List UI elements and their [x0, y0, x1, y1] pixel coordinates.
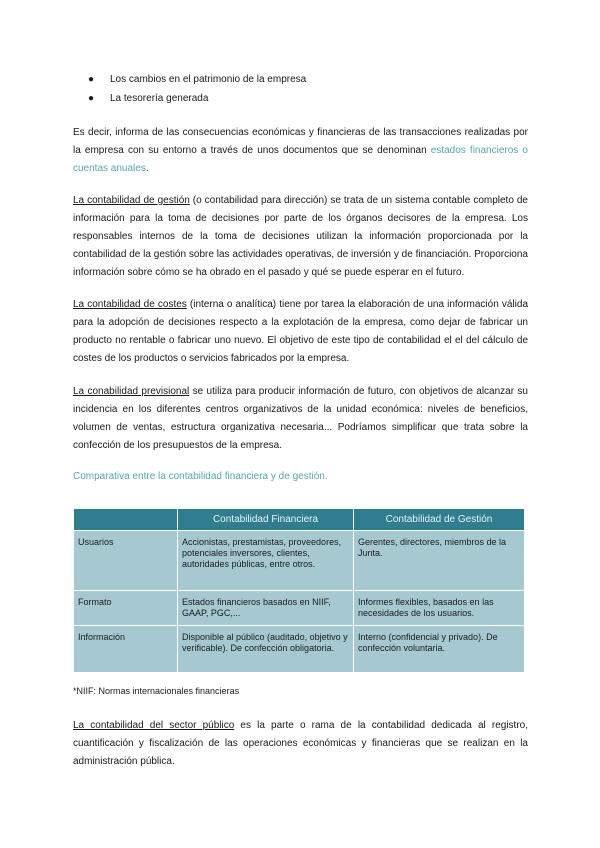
table-row-label: Información: [74, 626, 178, 673]
table-row: [74, 626, 525, 673]
table-cell: Informes flexibles, basados en las necesidades de los usuarios.: [354, 591, 525, 626]
comparison-table: [73, 508, 525, 673]
table-cell: Gerentes, directores, miembros de la Junta.: [354, 531, 525, 591]
paragraph-management-accounting: [73, 192, 528, 282]
table-cell: Interno (confidencial y privado). De confección voluntaria.: [354, 626, 525, 673]
paragraph-public-sector: [73, 717, 528, 771]
table-cell: Disponible al público (auditado, objetivo y verificable). De confección obligatoria.: [178, 626, 354, 673]
table-row: [74, 531, 525, 591]
paragraph-text: (o contabilidad para dirección) se trata de un sistema contable completo de información para la toma de decisiones por parte de los órganos decisores de la empresa. Los responsables internos de la toma de decisiones utilizan la información proporcionada por la contabilidad de la gestión sobre las actividades operativas, de inversión y de financiación. Proporciona información sobre cómo se ha obrado en el pasado y qué se puede esperar en el futuro.: [73, 195, 528, 278]
paragraph-text: Es decir, informa de las consecuencias económicas y financieras de las transacciones realizadas por la empresa con su entorno a través de unos documentos que se denominan: [73, 127, 528, 156]
bullet-icon: ●: [88, 74, 95, 85]
paragraph-cost-accounting: [73, 296, 528, 368]
paragraph-financial-info: [73, 124, 528, 178]
term-cost-accounting: La contabilidad de costes: [73, 299, 187, 310]
paragraph-end: .: [145, 163, 149, 174]
term-forecast-accounting: La conabilidad previsional: [73, 386, 190, 397]
paragraph-text: (interna o analítica) tiene por tarea la elaboración de una información válida para la adopción de decisiones respecto a la explotación de la empresa, como dejar de fabricar un producto no rentable o fabricar uno nuevo. El objetivo de este tipo de contabilidad el el del cálculo de costes de los productos o servicios fabricados por la empresa.: [73, 299, 529, 364]
list-item: [88, 89, 306, 108]
table-row: [74, 591, 525, 626]
term-public-sector: La contabilidad del sector público: [73, 720, 235, 731]
paragraph-text: es la parte o rama de la contabilidad dedicada al registro, cuantificación y fiscalización de las operaciones económicas y financieras que se realizan en la administración pública.: [73, 720, 528, 767]
table-header-empty: [74, 509, 178, 531]
table-row-label: Usuarios: [74, 531, 178, 591]
term-management-accounting: La contabilidad de gestión: [73, 195, 190, 206]
table-header-financial: Contabilidad Financiera: [178, 509, 354, 531]
table-row-label: Formato: [74, 591, 178, 626]
list-item-text: La tesorería generada: [110, 93, 209, 104]
paragraph-text: se utiliza para producir información de futuro, con objetivos de alcanzar su incidencia en los diferentes centros organizativos de la unidad económica: niveles de beneficios, volumen de ventas, estructura organizativa necesaria... Podríamos simplificar que trata sobre la confección de los presupuestos de la empresa.: [73, 386, 528, 451]
list-item: [88, 70, 306, 89]
table-cell: Estados financieros basados en NIIF, GAAP, PGC,...: [178, 591, 354, 626]
footnote: *NIIF: Normas internacionales financieras: [73, 686, 240, 696]
bullet-icon: ●: [88, 93, 95, 104]
table-header-management: Contabilidad de Gestión: [354, 509, 525, 531]
financial-statements-link[interactable]: estados financieros o cuentas anuales: [73, 145, 528, 174]
bullet-list: [88, 70, 306, 108]
table-header-row: [74, 509, 525, 531]
paragraph-forecast-accounting: [73, 383, 528, 455]
list-item-text: Los cambios en el patrimonio de la empresa: [110, 74, 307, 85]
table-cell: Accionistas, prestamistas, proveedores, potenciales inversores, clientes, autoridades públicas, entre otros.: [178, 531, 354, 591]
section-heading: Comparativa entre la contabilidad financiera y de gestión.: [73, 471, 328, 482]
